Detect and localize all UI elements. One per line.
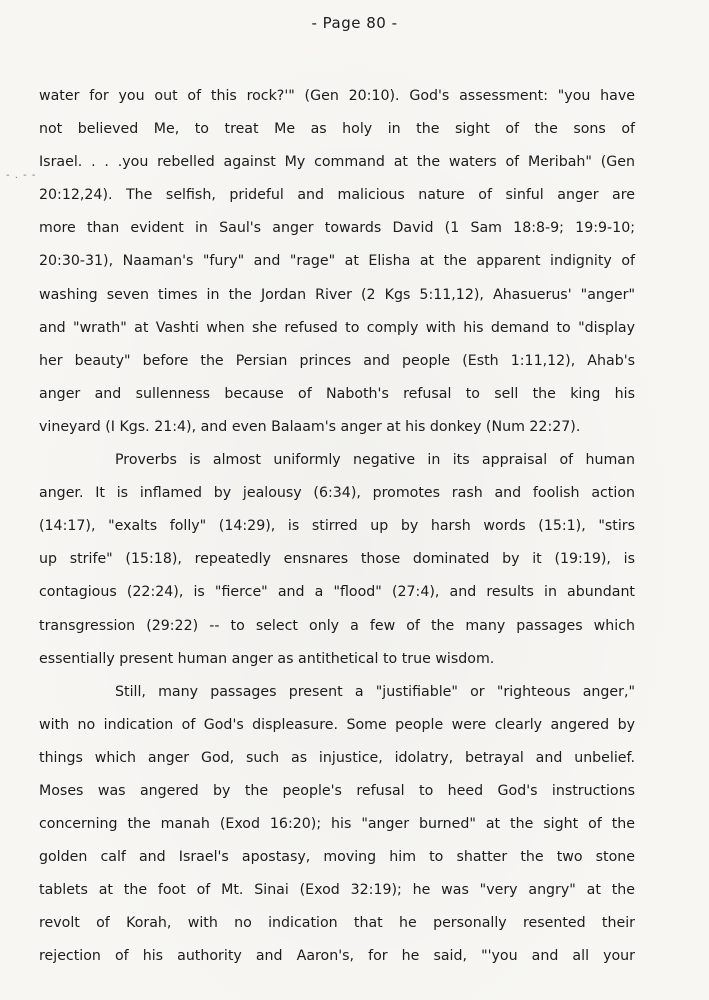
- text-line: Moses was angered by the people's refusal to heed God's instructions: [39, 782, 635, 799]
- text-line: concerning the manah (Exod 16:20); his "anger burned" at the sight of the: [39, 816, 635, 833]
- text-line: with no indication of God's displeasure. Some people were clearly angered by: [39, 716, 635, 733]
- margin-mark: - . - -: [6, 170, 37, 181]
- text-line: tablets at the foot of Mt. Sinai (Exod 32:19); he was "very angry" at the: [39, 882, 635, 899]
- text-line: revolt of Korah, with no indication that he personally resented their: [39, 915, 635, 932]
- text-line: washing seven times in the Jordan River (2 Kgs 5:11,12), Ahasuerus' "anger": [39, 286, 635, 303]
- page-number-header: - Page 80 -: [311, 14, 398, 32]
- text-line: and "wrath" at Vashti when she refused to comply with his demand to "display: [39, 319, 635, 336]
- text-line: 20:12,24). The selfish, prideful and malicious nature of sinful anger are: [39, 187, 635, 204]
- paragraph-first-line: Still, many passages present a "justifiable" or "righteous anger,": [115, 683, 635, 700]
- text-line: transgression (29:22) -- to select only a few of the many passages which: [39, 617, 635, 634]
- text-line: water for you out of this rock?'" (Gen 20:10). God's assessment: "you have: [39, 88, 635, 104]
- text-line: anger and sullenness because of Naboth's refusal to sell the king his: [39, 385, 635, 402]
- text-line: 20:30-31), Naaman's "fury" and "rage" at Elisha at the apparent indignity of: [39, 253, 635, 270]
- text-line: anger. It is inflamed by jealousy (6:34), promotes rash and foolish action: [39, 485, 635, 502]
- text-line: essentially present human anger as antithetical to true wisdom.: [39, 650, 495, 667]
- paragraph-first-line: Proverbs is almost uniformly negative in its appraisal of human: [115, 452, 635, 469]
- text-line: things which anger God, such as injustice, idolatry, betrayal and unbelief.: [39, 749, 635, 766]
- text-line: contagious (22:24), is "fierce" and a "flood" (27:4), and results in abundant: [39, 584, 635, 601]
- text-line: more than evident in Saul's anger towards David (1 Sam 18:8-9; 19:9-10;: [39, 220, 635, 237]
- text-line: golden calf and Israel's apostasy, moving him to shatter the two stone: [39, 849, 635, 866]
- text-line: Israel. . . .you rebelled against My command at the waters of Meribah" (Gen: [39, 154, 635, 171]
- body-text: [39, 80, 635, 974]
- text-line: vineyard (I Kgs. 21:4), and even Balaam's anger at his donkey (Num 22:27).: [39, 418, 581, 435]
- text-line: her beauty" before the Persian princes and people (Esth 1:11,12), Ahab's: [39, 352, 635, 369]
- text-line: not believed Me, to treat Me as holy in the sight of the sons of: [39, 121, 635, 138]
- text-line: up strife" (15:18), repeatedly ensnares those dominated by it (19:19), is: [39, 551, 635, 568]
- text-line: rejection of his authority and Aaron's, for he said, "'you and all your: [39, 948, 635, 965]
- text-line: (14:17), "exalts folly" (14:29), is stirred up by harsh words (15:1), "stirs: [39, 518, 635, 535]
